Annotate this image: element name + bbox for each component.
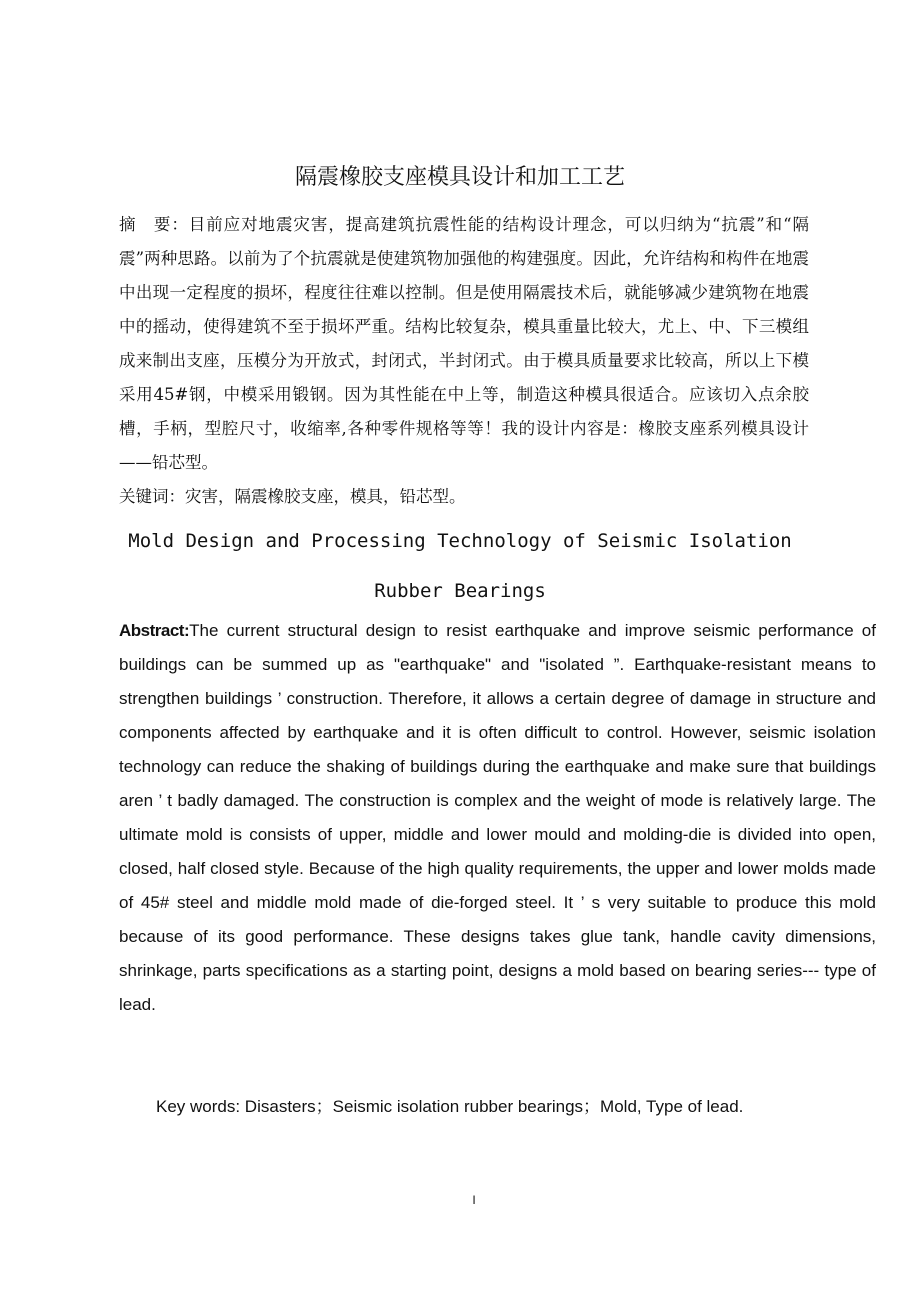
english-title-line-2: Rubber Bearings bbox=[374, 580, 546, 602]
chinese-abstract bbox=[119, 208, 809, 480]
chinese-abstract-label: 摘 要： bbox=[119, 215, 189, 234]
english-abstract-label: Abstract: bbox=[119, 621, 190, 640]
english-abstract-text: The current structural design to resist earthquake and improve seismic performance of buildings can be summed up as "earthquake" and "isolated ”. Earthquake-resistant means to strengthen buildings ’ construction. Therefore, it allows a certain degree of damage in structure and components affected by earthquake and it is often difficult to control. However, seismic isolation technology can reduce the shaking of buildings during the earthquake and make sure that buildings aren ’ t badly damaged. The construction is complex and the weight of mode is relatively large. The ultimate mold is consists of upper, middle and lower mould and molding-die is divided into open, closed, half closed style. Because of the high quality requirements, the upper and lower molds made of 45# steel and middle mold made of die-forged steel. It ’ s very suitable to produce this mold because of its good performance. These designs takes glue tank, handle cavity dimensions, shrinkage, parts specifications as a starting point, designs a mold based on bearing series--- type of lead. bbox=[119, 621, 876, 1014]
chinese-keywords bbox=[119, 480, 809, 514]
english-abstract bbox=[119, 614, 876, 1022]
chinese-keywords-text: 灾害，隔震橡胶支座，模具，铅芯型。 bbox=[185, 487, 466, 506]
english-title-line-1: Mold Design and Processing Technology of Seismic Isolation bbox=[128, 530, 792, 552]
page-number: I bbox=[472, 1193, 476, 1207]
english-keywords: Key words: Disasters；Seismic isolation rubber bearings；Mold, Type of lead. bbox=[156, 1097, 744, 1116]
chinese-title: 隔震橡胶支座模具设计和加工工艺 bbox=[294, 165, 625, 190]
chinese-keywords-label: 关键词： bbox=[119, 487, 185, 506]
english-title bbox=[0, 516, 920, 616]
chinese-abstract-text: 目前应对地震灾害，提高建筑抗震性能的结构设计理念，可以归纳为“抗震”和“隔震”两种思路。以前为了个抗震就是使建筑物加强他的构建强度。因此，允许结构和构件在地震中出现一定程度的损坏，程度往往难以控制。但是使用隔震技术后，就能够减少建筑物在地震中的摇动，使得建筑不至于损坏严重。结构比较复杂，模具重量比较大，尤上、中、下三模组成来制出支座，压模分为开放式，封闭式，半封闭式。由于模具质量要求比较高，所以上下模采用45#钢，中模采用锻钢。因为其性能在中上等，制造这种模具很适合。应该切入点余胶槽，手柄，型腔尺寸，收缩率,各种零件规格等等！我的设计内容是：橡胶支座系列模具设计——铅芯型。 bbox=[119, 215, 810, 472]
